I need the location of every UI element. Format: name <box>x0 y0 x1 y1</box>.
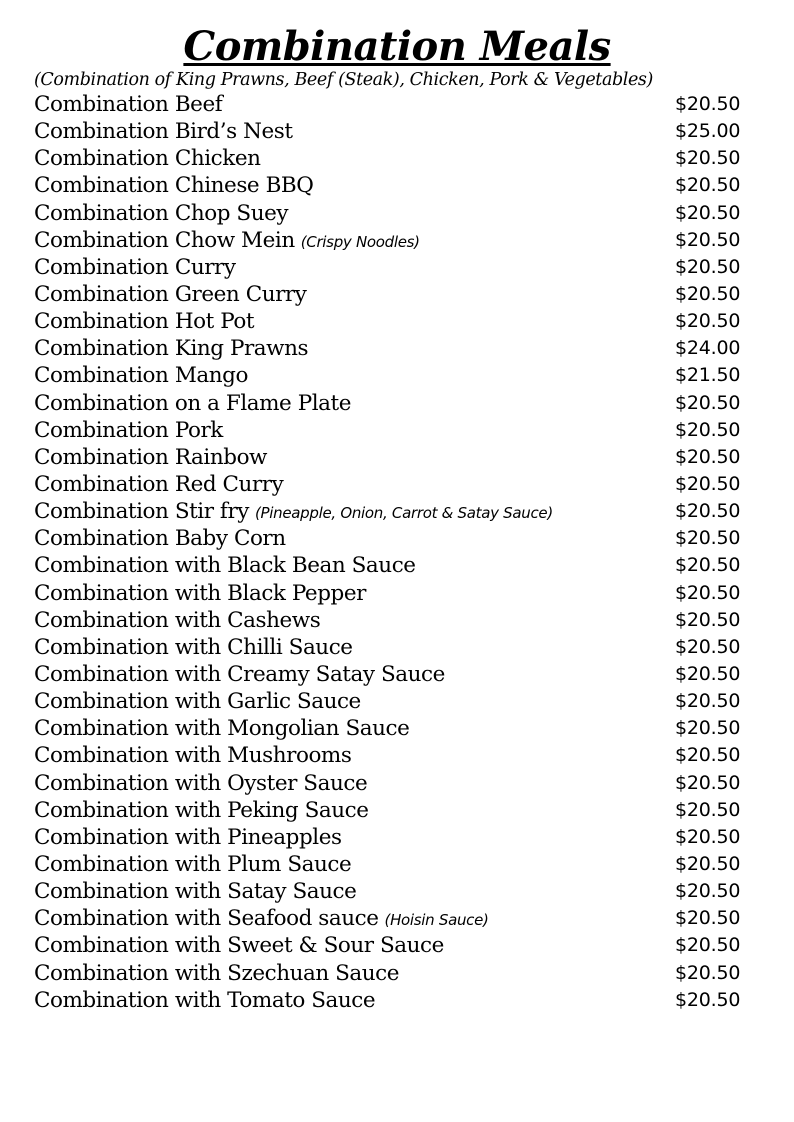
menu-item-name-wrap <box>34 254 236 281</box>
menu-item <box>34 362 754 389</box>
menu-item <box>34 688 754 715</box>
menu-item <box>34 172 754 199</box>
menu-item-price: $20.50 <box>675 934 741 957</box>
menu-item-name: Combination Pork <box>34 417 223 443</box>
menu-item <box>34 91 754 118</box>
menu-item <box>34 878 754 905</box>
menu-item-price: $20.50 <box>675 93 741 115</box>
menu-item-price: $20.50 <box>675 527 741 550</box>
menu-item-name-wrap <box>34 905 489 934</box>
menu-item <box>34 987 754 1014</box>
menu-item-name: Combination Rainbow <box>34 444 268 470</box>
menu-item-name-wrap <box>34 200 288 227</box>
menu-item <box>34 281 754 308</box>
menu-item-name: Combination with Satay Sauce <box>34 879 357 905</box>
menu-item <box>34 905 754 932</box>
menu-item-name: Combination with Black Bean Sauce <box>34 553 416 579</box>
menu-item-name: Combination with Garlic Sauce <box>34 689 361 715</box>
menu-item-name-wrap <box>34 444 267 471</box>
menu-item-note: (Crispy Noodles) <box>300 232 420 251</box>
menu-item-price: $20.50 <box>675 771 741 794</box>
menu-item-name: Combination Bird’s Nest <box>34 119 293 145</box>
menu-item-price: $21.50 <box>675 364 741 387</box>
menu-item-name-wrap <box>34 172 313 199</box>
menu-item-price: $20.50 <box>675 500 741 523</box>
menu-item-price: $20.50 <box>675 744 741 767</box>
menu-item-name-wrap <box>34 851 351 878</box>
menu-item-name-wrap <box>34 525 286 552</box>
menu-item-name: Combination with Seafood sauce <box>34 906 379 932</box>
menu-item-name-wrap <box>34 308 254 335</box>
menu-item <box>34 118 754 145</box>
menu-item <box>34 417 754 444</box>
menu-item-name: Combination with Peking Sauce <box>34 797 369 823</box>
menu-item <box>34 634 754 661</box>
menu-item-price: $20.50 <box>675 554 741 577</box>
menu-item-name: Combination with Pineapples <box>34 824 342 850</box>
menu-item <box>34 824 754 851</box>
menu-item-price: $20.50 <box>675 228 741 251</box>
menu-item-name: Combination with Szechuan Sauce <box>34 960 400 986</box>
menu-item <box>34 200 754 227</box>
menu-item-note: (Pineapple, Onion, Carrot & Satay Sauce) <box>254 504 553 523</box>
menu-item-name-wrap <box>34 580 366 607</box>
menu-item-name: Combination with Mushrooms <box>34 743 352 769</box>
menu-item-price: $20.50 <box>675 961 741 984</box>
menu-item-price: $20.50 <box>675 852 741 875</box>
menu-item-name-wrap <box>34 661 445 688</box>
menu-item-name: Combination with Sweet & Sour Sauce <box>34 933 444 959</box>
menu-item-name: Combination with Chilli Sauce <box>34 634 353 660</box>
menu-list <box>34 91 754 1014</box>
menu-item-name-wrap <box>34 987 375 1014</box>
menu-item <box>34 444 754 471</box>
menu-item-price: $20.50 <box>675 608 741 631</box>
menu-item-name-wrap <box>34 742 351 769</box>
menu-item-price: $25.00 <box>675 120 741 143</box>
menu-item-name: Combination King Prawns <box>34 336 309 362</box>
menu-item <box>34 390 754 417</box>
menu-item-name: Combination Mango <box>34 363 248 389</box>
menu-item-name-wrap <box>34 335 308 362</box>
menu-item-price: $20.50 <box>675 472 741 495</box>
menu-item-name: Combination Hot Pot <box>34 309 255 335</box>
menu-item <box>34 525 754 552</box>
menu-item-price: $20.50 <box>675 662 741 685</box>
menu-item-name-wrap <box>34 227 420 256</box>
menu-item <box>34 661 754 688</box>
menu-item-name-wrap <box>34 281 306 308</box>
menu-item-name-wrap <box>34 552 416 579</box>
menu-item-name-wrap <box>34 471 283 498</box>
menu-item-price: $20.50 <box>675 418 741 441</box>
menu-item-price: $20.50 <box>675 391 741 414</box>
menu-item-name: Combination Stir fry <box>34 499 249 525</box>
page-title: Combination Meals <box>183 23 611 70</box>
menu-item-name: Combination with Mongolian Sauce <box>34 716 410 742</box>
menu-item-name-wrap <box>34 878 356 905</box>
menu-item <box>34 851 754 878</box>
menu-item-name: Combination Chow Mein <box>34 227 295 253</box>
menu-item-price: $20.50 <box>675 174 741 197</box>
menu-item-price: $20.50 <box>675 880 741 903</box>
menu-item-name-wrap <box>34 715 409 742</box>
menu-item-price: $20.50 <box>675 310 741 333</box>
menu-item-name: Combination with Black Pepper <box>34 580 366 606</box>
menu-item-price: $24.00 <box>675 337 741 360</box>
menu-item <box>34 960 754 987</box>
menu-item <box>34 770 754 797</box>
menu-item-name-wrap <box>34 688 361 715</box>
menu-item-price: $20.50 <box>675 255 741 278</box>
menu-item-name-wrap <box>34 824 342 851</box>
menu-item-price: $20.50 <box>675 798 741 821</box>
menu-item-name: Combination with Cashews <box>34 607 321 633</box>
menu-item-name-wrap <box>34 498 553 527</box>
menu-item-name-wrap <box>34 960 399 987</box>
page-subtitle: (Combination of King Prawns, Beef (Steak), Chicken, Pork & Vegetables) <box>34 70 653 90</box>
menu-item-price: $20.50 <box>675 635 741 658</box>
menu-item-name: Combination Red Curry <box>34 471 284 497</box>
menu-item-price: $20.50 <box>675 717 741 740</box>
menu-item <box>34 552 754 579</box>
menu-item-price: $20.50 <box>675 690 741 713</box>
menu-item-name: Combination Curry <box>34 254 236 280</box>
menu-item-name: Combination Green Curry <box>34 281 307 307</box>
menu-item-name: Combination Baby Corn <box>34 526 286 552</box>
menu-item-name: Combination with Oyster Sauce <box>34 770 368 796</box>
menu-item <box>34 254 754 281</box>
menu-item-name-wrap <box>34 607 320 634</box>
menu-item <box>34 742 754 769</box>
menu-item-price: $20.50 <box>675 201 741 224</box>
menu-item <box>34 308 754 335</box>
menu-item-name-wrap <box>34 118 293 145</box>
menu-item-price: $20.50 <box>675 581 741 604</box>
menu-item-price: $20.50 <box>675 282 741 305</box>
menu-item-name-wrap <box>34 417 223 444</box>
menu-item-name: Combination Beef <box>34 92 223 117</box>
menu-item-price: $20.50 <box>675 147 741 170</box>
menu-item-price: $20.50 <box>675 825 741 848</box>
menu-item-name-wrap <box>34 145 261 172</box>
menu-item-name-wrap <box>34 770 367 797</box>
menu-item <box>34 932 754 959</box>
menu-item-name-wrap <box>34 91 222 118</box>
menu-item-name: Combination Chinese BBQ <box>34 173 314 199</box>
menu-item-price: $20.50 <box>675 988 741 1011</box>
menu-item-name: Combination on a Flame Plate <box>34 390 351 416</box>
menu-item-price: $20.50 <box>675 445 741 468</box>
menu-item-name: Combination with Creamy Satay Sauce <box>34 661 445 687</box>
menu-item <box>34 607 754 634</box>
menu-item-name-wrap <box>34 634 353 661</box>
menu-item <box>34 797 754 824</box>
menu-item <box>34 335 754 362</box>
menu-item <box>34 227 754 254</box>
menu-item-name: Combination Chop Suey <box>34 200 289 226</box>
menu-item <box>34 715 754 742</box>
menu-item-name: Combination with Tomato Sauce <box>34 987 376 1013</box>
menu-item-name-wrap <box>34 797 369 824</box>
menu-item-name: Combination with Plum Sauce <box>34 851 352 877</box>
menu-item-name-wrap <box>34 362 248 389</box>
menu-item-note: (Hoisin Sauce) <box>384 911 489 930</box>
menu-item <box>34 580 754 607</box>
menu-item <box>34 498 754 525</box>
menu-item-price: $20.50 <box>675 907 741 930</box>
menu-item <box>34 145 754 172</box>
menu-item-name-wrap <box>34 390 351 417</box>
menu-item <box>34 471 754 498</box>
menu-item-name-wrap <box>34 932 444 959</box>
menu-item-name: Combination Chicken <box>34 146 261 172</box>
